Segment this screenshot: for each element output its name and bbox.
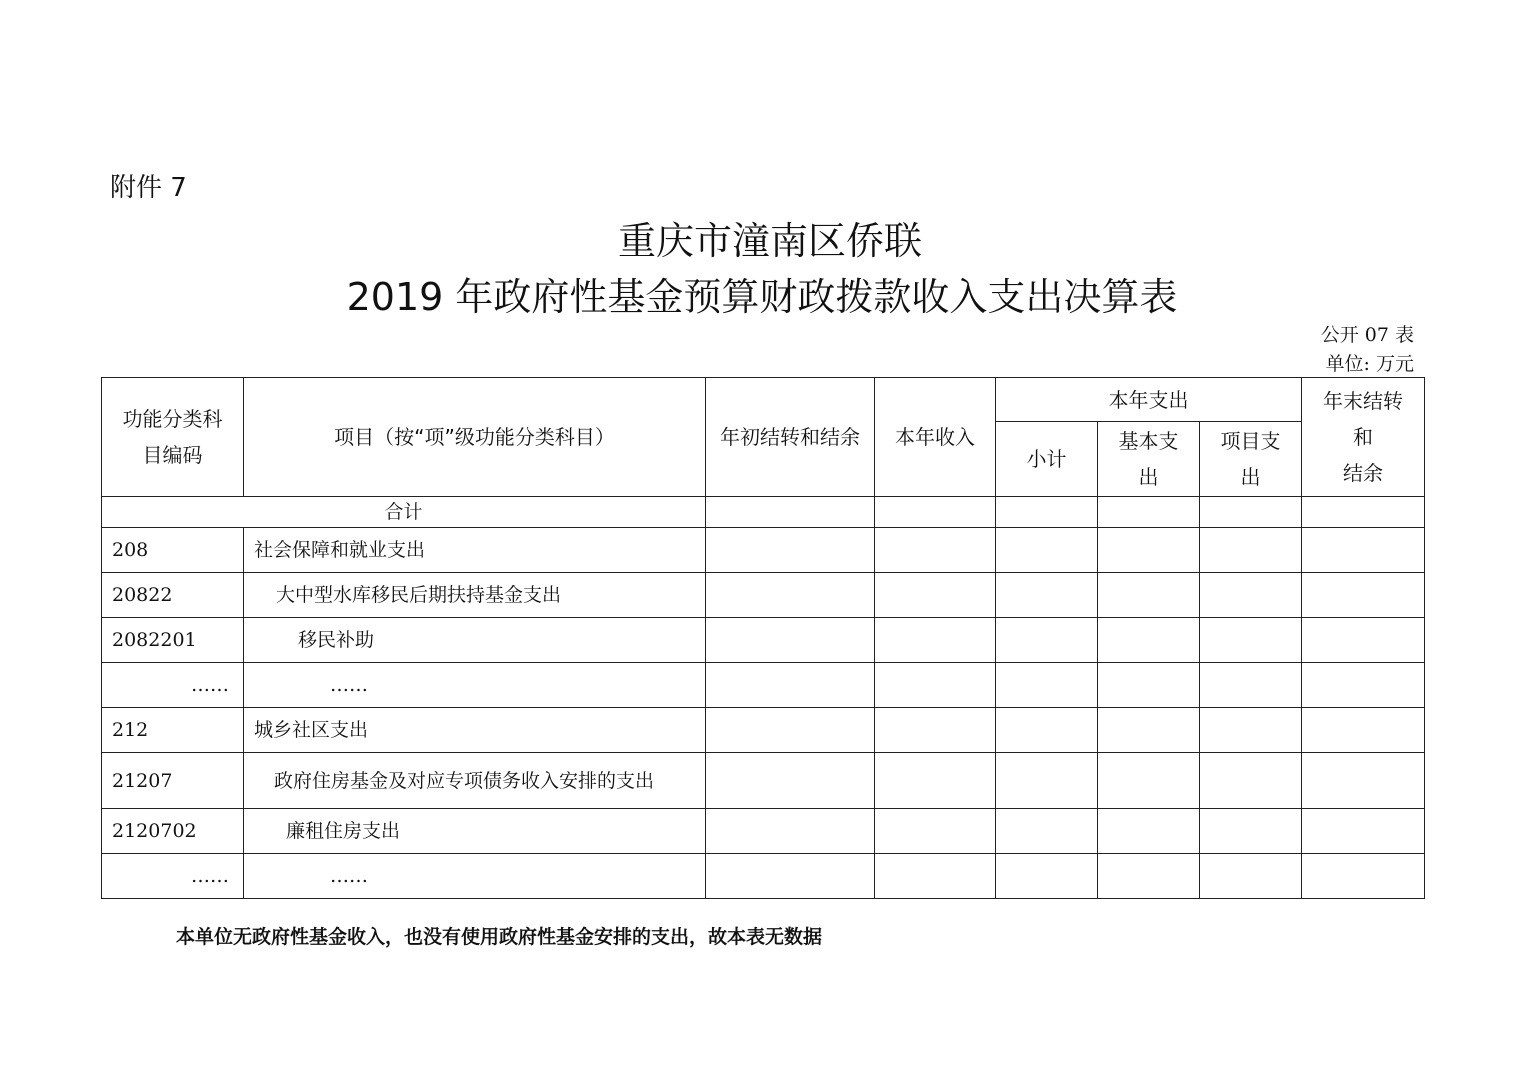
table-cell bbox=[1302, 497, 1425, 528]
table-cell bbox=[1098, 753, 1200, 809]
row-name bbox=[244, 753, 706, 809]
table-cell bbox=[996, 663, 1098, 708]
header-closing-balance-line-2: 和 bbox=[1353, 425, 1373, 449]
table-cell bbox=[706, 753, 875, 809]
header-current-expense bbox=[996, 378, 1302, 422]
table-cell bbox=[1302, 708, 1425, 753]
table-row bbox=[102, 663, 1425, 708]
header-opening-balance bbox=[706, 378, 875, 497]
header-subtotal bbox=[996, 422, 1098, 497]
table-cell bbox=[1200, 618, 1302, 663]
table-cell bbox=[875, 618, 996, 663]
header-current-expense-label: 本年支出 bbox=[1108, 387, 1189, 412]
table-cell bbox=[1098, 528, 1200, 573]
total-label: 合计 bbox=[102, 497, 706, 528]
table-cell bbox=[1098, 618, 1200, 663]
table-cell bbox=[996, 497, 1098, 528]
header-code-label: 功能分类科目编码 bbox=[122, 407, 223, 467]
table-cell bbox=[875, 809, 996, 854]
row-name: …… bbox=[244, 854, 706, 899]
table-row bbox=[102, 528, 1425, 573]
table-cell bbox=[1302, 854, 1425, 899]
header-basic-expense-label: 基本支出 bbox=[1118, 429, 1179, 489]
row-code: …… bbox=[102, 854, 244, 899]
header-item-label: 项目（按“项”级功能分类科目） bbox=[334, 425, 615, 449]
table-cell bbox=[996, 573, 1098, 618]
header-opening-balance-label: 年初结转和结余 bbox=[720, 425, 860, 449]
header-subtotal-label: 小计 bbox=[1026, 447, 1067, 471]
table-cell bbox=[1200, 708, 1302, 753]
row-name-text: 政府住房基金及对应专项债务收入安排的支出 bbox=[274, 769, 655, 792]
document-title-line-2: 2019 年政府性基金预算财政拨款收入支出决算表 bbox=[346, 275, 1178, 319]
row-code: …… bbox=[102, 663, 244, 708]
row-name: 社会保障和就业支出 bbox=[244, 528, 706, 573]
table-cell bbox=[1302, 809, 1425, 854]
table-row bbox=[102, 753, 1425, 809]
footnote: 本单位无政府性基金收入，也没有使用政府性基金安排的支出，故本表无数据 bbox=[176, 926, 823, 948]
unit-label: 单位: 万元 bbox=[1325, 353, 1414, 375]
table-cell bbox=[875, 663, 996, 708]
table-cell bbox=[706, 497, 875, 528]
row-name: 移民补助 bbox=[244, 618, 706, 663]
row-name: 廉租住房支出 bbox=[244, 809, 706, 854]
table-row bbox=[102, 854, 1425, 899]
table-row bbox=[102, 809, 1425, 854]
table-cell bbox=[1302, 753, 1425, 809]
table-cell bbox=[1200, 528, 1302, 573]
table-cell bbox=[1098, 708, 1200, 753]
header-basic-expense bbox=[1098, 422, 1200, 497]
table-cell bbox=[1200, 809, 1302, 854]
row-code: 2120702 bbox=[102, 809, 244, 854]
table-row bbox=[102, 708, 1425, 753]
table-cell bbox=[1098, 854, 1200, 899]
table-cell bbox=[1098, 809, 1200, 854]
table-cell bbox=[706, 528, 875, 573]
table-cell bbox=[1302, 618, 1425, 663]
table-cell bbox=[1200, 573, 1302, 618]
table-cell bbox=[875, 497, 996, 528]
table-cell bbox=[706, 809, 875, 854]
table-row bbox=[102, 573, 1425, 618]
header-item bbox=[244, 378, 706, 497]
row-code: 21207 bbox=[102, 753, 244, 809]
table-cell bbox=[1200, 753, 1302, 809]
table-cell bbox=[1200, 663, 1302, 708]
row-code: 208 bbox=[102, 528, 244, 573]
header-closing-balance bbox=[1302, 378, 1425, 497]
header-closing-balance-line-3: 结余 bbox=[1343, 461, 1383, 485]
table-cell bbox=[996, 618, 1098, 663]
attachment-label: 附件 7 bbox=[110, 173, 187, 203]
table-cell bbox=[1098, 497, 1200, 528]
table-cell bbox=[1098, 573, 1200, 618]
table-cell bbox=[1302, 663, 1425, 708]
table-cell bbox=[996, 708, 1098, 753]
header-current-income bbox=[875, 378, 996, 497]
row-name: …… bbox=[244, 663, 706, 708]
table-cell bbox=[1200, 497, 1302, 528]
table-cell bbox=[706, 573, 875, 618]
table-cell bbox=[875, 573, 996, 618]
table-cell bbox=[875, 528, 996, 573]
header-current-income-label: 本年收入 bbox=[895, 425, 975, 449]
table-cell bbox=[996, 809, 1098, 854]
table-cell bbox=[1098, 663, 1200, 708]
table-cell bbox=[996, 854, 1098, 899]
table-cell bbox=[996, 528, 1098, 573]
table-cell bbox=[875, 854, 996, 899]
header-project-expense bbox=[1200, 422, 1302, 497]
table-cell bbox=[875, 708, 996, 753]
row-name: 城乡社区支出 bbox=[244, 708, 706, 753]
header-closing-balance-line-1: 年末结转 bbox=[1323, 389, 1403, 413]
budget-table bbox=[101, 377, 1425, 899]
table-cell bbox=[1200, 854, 1302, 899]
table-cell bbox=[706, 663, 875, 708]
table-row bbox=[102, 618, 1425, 663]
table-cell bbox=[875, 753, 996, 809]
table-cell bbox=[996, 753, 1098, 809]
row-code: 212 bbox=[102, 708, 244, 753]
header-project-expense-label: 项目支出 bbox=[1220, 429, 1281, 489]
table-cell bbox=[1302, 528, 1425, 573]
table-cell bbox=[1302, 573, 1425, 618]
row-code: 2082201 bbox=[102, 618, 244, 663]
table-row-total bbox=[102, 497, 1425, 528]
header-code bbox=[102, 378, 244, 497]
row-code: 20822 bbox=[102, 573, 244, 618]
table-cell bbox=[706, 618, 875, 663]
table-cell bbox=[706, 854, 875, 899]
row-name: 大中型水库移民后期扶持基金支出 bbox=[244, 573, 706, 618]
table-code: 公开 07 表 bbox=[1320, 324, 1414, 346]
table-cell bbox=[706, 708, 875, 753]
document-title-line-1: 重庆市潼南区侨联 bbox=[617, 219, 922, 263]
